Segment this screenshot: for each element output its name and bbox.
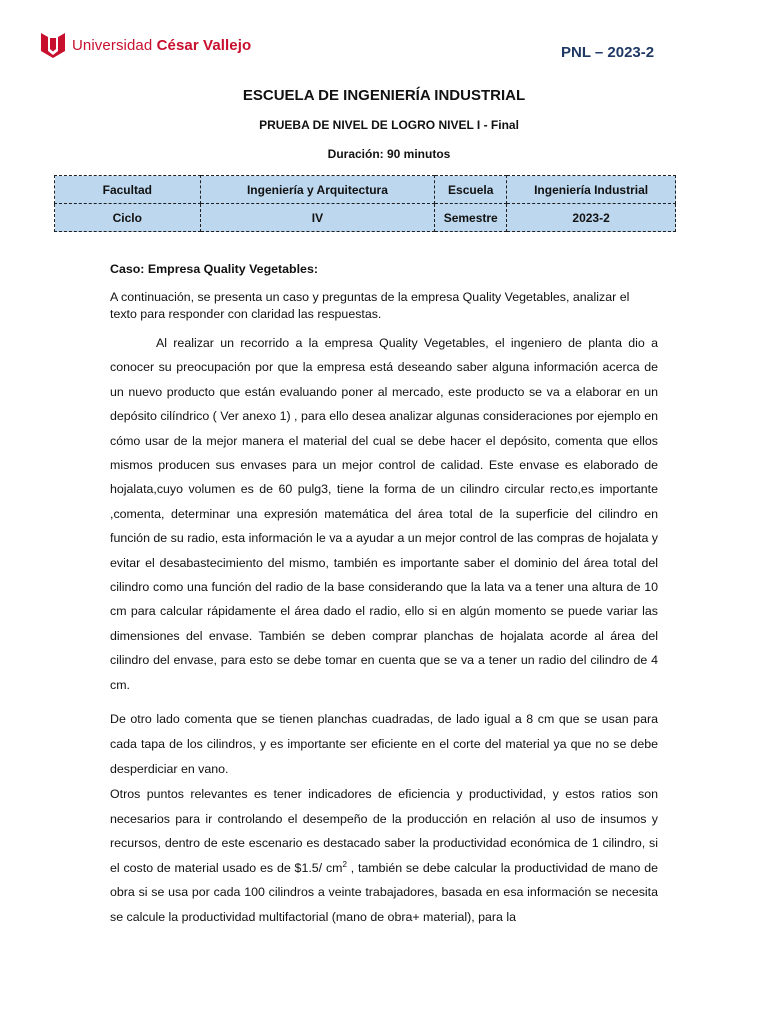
table-cell: Semestre	[435, 204, 507, 232]
school-title: ESCUELA DE INGENIERÍA INDUSTRIAL	[242, 87, 526, 104]
case-title: Caso: Empresa Quality Vegetables:	[110, 262, 318, 276]
info-table	[54, 175, 676, 232]
paragraph-3-text-b: , también se debe calcular la productividad de mano de obra si se usa por cada 100 cilindros a veinte trabajadores, basada en esa información se necesita se calcule la productividad multifactorial (mano de obra+ material), para la	[110, 860, 659, 924]
table-cell: Facultad	[55, 176, 201, 204]
logo-word-universidad: Universidad	[72, 37, 153, 54]
case-paragraph-2: De otro lado comenta que se tienen planchas cuadradas, de lado igual a 8 cm que se usan para cada tapa de los cilindros, y es importante ser eficiente en el corte del material ya que no se debe desperdiciar en vano.	[110, 712, 658, 776]
ucv-shield-icon	[40, 32, 66, 59]
exam-duration: Duración: 90 minutos	[327, 147, 451, 161]
page-header	[0, 0, 768, 80]
table-cell: Ingeniería Industrial	[507, 176, 676, 204]
logo-word-cesar-vallejo: César Vallejo	[156, 37, 252, 54]
case-paragraph-3	[110, 782, 658, 930]
university-logo	[40, 32, 251, 59]
table-cell: IV	[200, 204, 435, 232]
superscript-2: 2	[342, 859, 347, 869]
paragraph-3-text-a: Otros puntos relevantes es tener indicadores de eficiencia y productividad, y estos ratios son necesarios para ir controlando el desempeño de la producción en relación al uso de insumos y recursos, dentro de este escenario es destacado saber la productividad económica de 1 cilindro, si el costo de material usado es de $1.5/ cm	[110, 787, 658, 875]
exam-subtitle: PRUEBA DE NIVEL DE LOGRO NIVEL I - Final	[259, 118, 519, 132]
table-cell: Ingeniería y Arquitectura	[200, 176, 435, 204]
table-cell: 2023-2	[507, 204, 676, 232]
table-cell: Escuela	[435, 176, 507, 204]
case-paragraph-1: Al realizar un recorrido a la empresa Quality Vegetables, el ingeniero de planta dio a conocer su preocupación por que la empresa está deseando saber alguna información acerca de un nuevo producto que están evaluando poner al mercado, este producto se va a elaborar en un depósito cilíndrico ( Ver anexo 1) , para ello desea analizar algunas consideraciones por ejemplo en cómo usar de la mejor manera el material del cual se debe hacer el depósito, comenta que ellos mismos producen sus envases para un mejor control de calidad. Este envase es elaborado de hojalata,cuyo volumen es de 60 pulg3, tiene la forma de un cilindro circular recto,es importante ,comenta, determinar una expresión matemática del área total de la superficie del cilindro en función de su radio, esta información le va a ayudar a un mejor control de las compras de hojalata y evitar el desabastecimiento del mismo, también es importante saber el dominio del área total del cilindro como una función del radio de la base considerando que la lata va a tener una altura de 10 cm para calcular rápidamente el área dado el radio, ello si en algún momento se puede variar las dimensiones del envase. También se deben comprar planchas de hojalata acorde al área del cilindro del envase, para esto se debe tomar en cuenta que se va a tener un radio del cilindro de 4 cm.	[110, 336, 658, 692]
exam-code: PNL – 2023-2	[561, 44, 655, 61]
university-name	[72, 37, 251, 54]
table-row	[55, 204, 676, 232]
table-cell: Ciclo	[55, 204, 201, 232]
case-intro: A continuación, se presenta un caso y preguntas de la empresa Quality Vegetables, analizar el texto para responder con claridad las respuestas.	[110, 290, 630, 321]
table-row	[55, 176, 676, 204]
